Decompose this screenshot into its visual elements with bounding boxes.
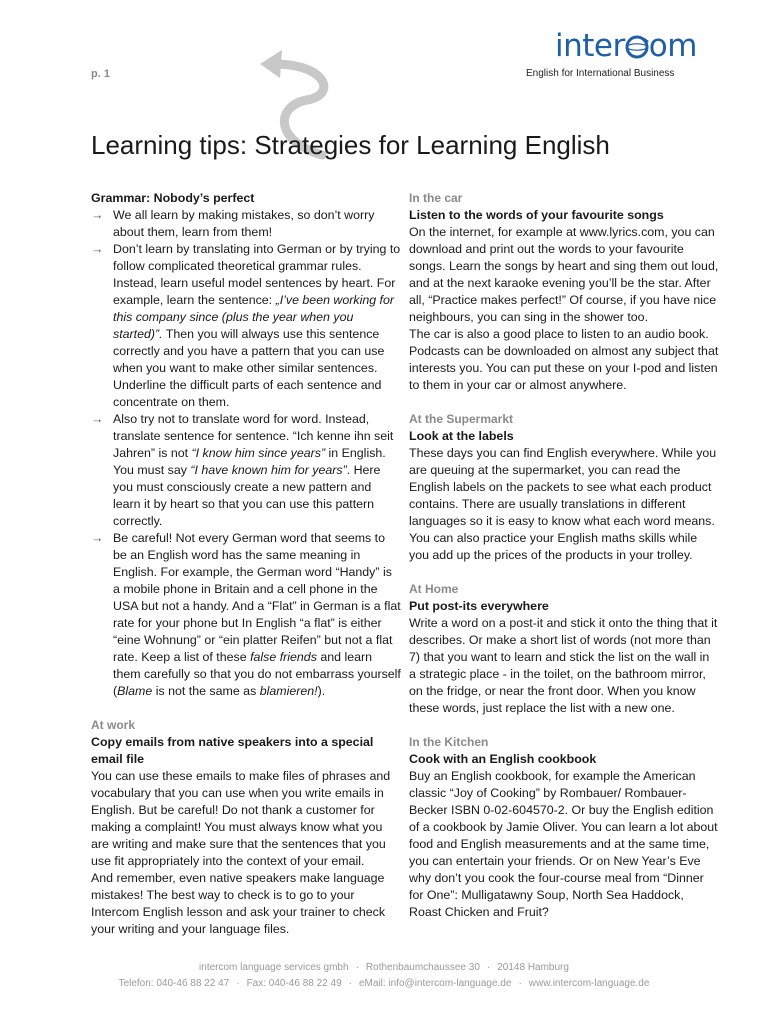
supermarket-heading: Look at the labels <box>409 429 514 443</box>
footer-address-line: intercom language services gmbh · Rothenbaumchaussee 30 · 20148 Hamburg <box>199 962 569 973</box>
footer-company: intercom language services gmbh <box>199 962 349 973</box>
in-the-car-heading: Listen to the words of your favourite songs <box>409 208 664 222</box>
grammar-tips-list <box>91 207 401 700</box>
logo-tagline: English for International Business <box>526 68 675 79</box>
at-work-heading: Copy emails from native speakers into a special email file <box>91 735 374 766</box>
logo-ring-icon <box>625 28 649 64</box>
in-the-car-paragraph-2: The car is also a good place to listen to an audio book. Podcasts can be downloaded on almost any subject that interests you. You can put these on your I-pod and listen to them in your car or almost anywhere. <box>409 327 719 392</box>
page-number: p. 1 <box>91 68 110 80</box>
page-title: Learning tips: Strategies for Learning English <box>91 130 610 160</box>
in-the-car-paragraph: On the internet, for example at www.lyrics.com, you can download and print out the words to your favourite songs. Learn the songs by heart and sing them out loud, and at the next karaoke evening you’ll be the star. After all, “Practice makes perfect!” Of course, if you have nice neighbours, you can sing in the shower too. <box>409 225 719 324</box>
list-item: → Also try not to translate word for word. Instead, translate sentence for sentence. “Ich kenne ihn seit Jahren” is not “I know him since years” in English. You must say “I have known him for years”. Here you must consciously create a new pattern and learn it by heart so that you can use this pattern correctly. <box>91 412 394 528</box>
footer-city: 20148 Hamburg <box>497 962 569 973</box>
arrow-bullet-icon: → <box>91 208 104 222</box>
section-label-in-the-car: In the car <box>409 191 463 205</box>
arrow-bullet-icon: → <box>91 412 104 426</box>
section-label-kitchen: In the Kitchen <box>409 735 489 749</box>
footer-contact-line: Telefon: 040-46 88 22 47 · Fax: 040-46 88 22 49 · eMail: info@intercom-language.de · www.intercom-language.de <box>118 978 650 989</box>
list-item: → Be careful! Not every German word that seems to be an English word has the same meaning in English. For example, the German word “Handy” is a mobile phone in Britain and a cell phone in the USA but not a handy. And a “Flat” in German is a flat rate for your phone but In English “a flat” is either “eine Wohnung” or “ein platter Reifen” but not a flat rate. Keep a list of these false friends and learn them carefully so that you do not embarrass yourself (Blame is not the same as blamieren!). <box>91 531 401 698</box>
arrow-bullet-icon: → <box>91 531 104 545</box>
at-home-paragraph: Write a word on a post-it and stick it onto the thing that it describes. Or make a short list of words (not more than 7) that you want to learn and stick the list on the wall in a strategic place - in the toilet, on the bathroom mirror, on the fridge, or near the front door. When you know these words, just replace the list with a new one. <box>409 616 718 715</box>
right-column <box>409 190 719 921</box>
logo-wordmark: inter om <box>555 28 697 64</box>
section-label-at-home: At Home <box>409 582 459 596</box>
kitchen-paragraph: Buy an English cookbook, for example the American classic “Joy of Cooking” by Rombauer/ Rombauer-Becker ISBN 0-02-604570-2. Or buy the English edition of a cookbook by Jamie Oliver. You can learn a lot about food and English measurements and at the same time, you can entertain your friends. Or on New Year’s Eve why don’t you cook the four-course meal from “Dinner for One”: Mulligatawny Soup, North Sea Haddock, Roast Chicken and Fruit? <box>409 769 718 919</box>
grammar-heading: Grammar: Nobody’s perfect <box>91 191 255 205</box>
list-item: → Don’t learn by translating into German or by trying to follow complicated theoretical grammar rules. Instead, learn useful model sentences by heart. For example, learn the sentence: „I’ve been working for this company since (plus the year when you started)”. Then you will always use this sentence correctly and you have a pattern that you can use when you want to make other similar sentences. Underline the difficult parts of each sentence and concentrate on them. <box>91 242 401 409</box>
footer-phone: Telefon: 040-46 88 22 47 <box>118 978 230 989</box>
arrow-bullet-icon: → <box>91 242 104 256</box>
example-sentence: „I’ve been working for this company since (plus the year when you started)”. <box>113 293 395 341</box>
footer-fax: Fax: 040-46 88 22 49 <box>246 978 342 989</box>
section-label-supermarket: At the Supermarkt <box>409 412 514 426</box>
footer-street: Rothenbaumchaussee 30 <box>365 962 480 973</box>
at-work-paragraph: You can use these emails to make files of phrases and vocabulary that you can use when you write emails in English. But be careful! Do not thank a customer for making a complaint! You must always know what you are writing and make sure that the sentences that you use fit appropriately into the context of your email. <box>91 769 391 868</box>
supermarket-paragraph: These days you can find English everywhere. While you are queuing at the supermarket, you can read the English labels on the packets to see what each product contains. There are usually translations in different languages so it is easy to know what each word means. You can also practice your English maths skills while you add up the prices of the products in your trolley. <box>409 446 717 562</box>
footer-email: eMail: info@intercom-language.de <box>358 978 512 989</box>
footer-website: www.intercom-language.de <box>528 978 650 989</box>
kitchen-heading: Cook with an English cookbook <box>409 752 597 766</box>
intercom-logo <box>526 28 715 79</box>
left-column <box>91 190 401 938</box>
at-home-heading: Put post-its everywhere <box>409 599 549 613</box>
section-label-at-work: At work <box>91 718 136 732</box>
at-work-paragraph-2: And remember, even native speakers make language mistakes! The best way to check is to go to your Intercom English lesson and ask your trainer to check your writing and your language files. <box>91 871 386 936</box>
list-item: → We all learn by making mistakes, so don’t worry about them, learn from them! <box>91 208 375 239</box>
